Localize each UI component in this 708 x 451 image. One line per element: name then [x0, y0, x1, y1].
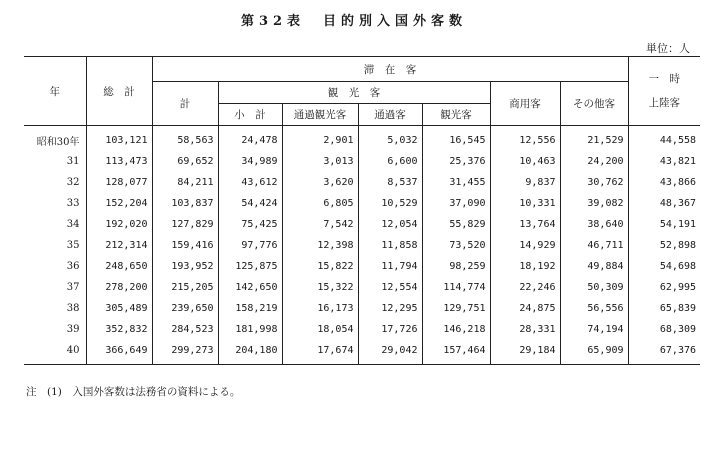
- table-row: [24, 172, 700, 193]
- cell-stay-total: 69,652: [152, 151, 218, 172]
- cell-temp: 65,839: [628, 298, 700, 319]
- cell-tourist: 146,218: [422, 319, 490, 340]
- cell-transit-tourist: 3,013: [282, 151, 358, 172]
- table-row: [24, 151, 700, 172]
- cell-year: 34: [66, 219, 80, 230]
- cell-business: 28,331: [490, 319, 560, 340]
- cell-tourist: 16,545: [422, 126, 490, 152]
- cell-temp: 52,898: [628, 235, 700, 256]
- cell-transit: 11,858: [358, 235, 422, 256]
- table-row: [24, 298, 700, 319]
- cell-subtotal: 204,180: [218, 340, 282, 365]
- cell-stay-total: 127,829: [152, 214, 218, 235]
- cell-transit: 12,054: [358, 214, 422, 235]
- header-other: その他客: [560, 82, 628, 126]
- cell-tourist: 25,376: [422, 151, 490, 172]
- cell-other: 24,200: [560, 151, 628, 172]
- cell-stay-total: 58,563: [152, 126, 218, 152]
- table-row: [24, 235, 700, 256]
- cell-year: 40: [24, 340, 86, 365]
- cell-business: 22,246: [490, 277, 560, 298]
- table-row: [24, 340, 700, 365]
- cell-business: 18,192: [490, 256, 560, 277]
- cell-transit-tourist: 18,054: [282, 319, 358, 340]
- cell-transit: 12,554: [358, 277, 422, 298]
- table-row: [24, 277, 700, 298]
- cell-stay-total: 284,523: [152, 319, 218, 340]
- cell-temp: 62,995: [628, 277, 700, 298]
- cell-stay-total: 239,650: [152, 298, 218, 319]
- cell-transit: 11,794: [358, 256, 422, 277]
- header-tourist-group: 観 光 客: [218, 82, 490, 104]
- cell-year: 昭和30年: [36, 137, 80, 148]
- cell-stay-total: 193,952: [152, 256, 218, 277]
- cell-business: 10,463: [490, 151, 560, 172]
- cell-transit-tourist: 12,398: [282, 235, 358, 256]
- cell-business: 24,875: [490, 298, 560, 319]
- cell-total: 352,832: [86, 319, 152, 340]
- cell-subtotal: 34,989: [218, 151, 282, 172]
- cell-other: 49,884: [560, 256, 628, 277]
- cell-transit-tourist: 15,822: [282, 256, 358, 277]
- cell-transit: 6,600: [358, 151, 422, 172]
- cell-transit-tourist: 6,805: [282, 193, 358, 214]
- cell-tourist: 73,520: [422, 235, 490, 256]
- cell-subtotal: 24,478: [218, 126, 282, 152]
- header-temporary-line1: 一 時: [648, 73, 681, 85]
- cell-transit-tourist: 16,173: [282, 298, 358, 319]
- cell-transit: 10,529: [358, 193, 422, 214]
- cell-other: 56,556: [560, 298, 628, 319]
- cell-subtotal: 158,219: [218, 298, 282, 319]
- cell-tourist: 98,259: [422, 256, 490, 277]
- cell-other: 74,194: [560, 319, 628, 340]
- cell-total: 103,121: [86, 126, 152, 152]
- cell-total: 248,650: [86, 256, 152, 277]
- statistics-table: [24, 56, 700, 365]
- cell-business: 9,837: [490, 172, 560, 193]
- cell-other: 39,082: [560, 193, 628, 214]
- header-transit-tourist: 通過観光客: [282, 104, 358, 126]
- cell-year: 39: [66, 324, 80, 335]
- cell-other: 46,711: [560, 235, 628, 256]
- cell-temp: 54,698: [628, 256, 700, 277]
- cell-stay-total: 215,205: [152, 277, 218, 298]
- cell-subtotal: 43,612: [218, 172, 282, 193]
- cell-transit-tourist: 15,322: [282, 277, 358, 298]
- cell-total: 212,314: [86, 235, 152, 256]
- cell-tourist: 31,455: [422, 172, 490, 193]
- cell-total: 192,020: [86, 214, 152, 235]
- cell-temp: 43,821: [628, 151, 700, 172]
- cell-year: 35: [66, 240, 80, 251]
- cell-temp: 43,866: [628, 172, 700, 193]
- header-stay-total: 計: [152, 82, 218, 126]
- cell-transit-tourist: 7,542: [282, 214, 358, 235]
- cell-year: 36: [66, 261, 80, 272]
- cell-subtotal: 125,875: [218, 256, 282, 277]
- cell-subtotal: 54,424: [218, 193, 282, 214]
- cell-subtotal: 181,998: [218, 319, 282, 340]
- header-stay: 滞 在 客: [152, 57, 628, 82]
- cell-transit: 5,032: [358, 126, 422, 152]
- cell-transit: 8,537: [358, 172, 422, 193]
- cell-total: 278,200: [86, 277, 152, 298]
- cell-business: 10,331: [490, 193, 560, 214]
- table-title: 第32表 目的別入国外客数: [240, 14, 468, 29]
- cell-subtotal: 97,776: [218, 235, 282, 256]
- cell-business: 29,184: [490, 340, 560, 365]
- cell-temp: 44,558: [628, 126, 700, 152]
- cell-business: 13,764: [490, 214, 560, 235]
- header-tourist: 観光客: [422, 104, 490, 126]
- cell-total: 366,649: [86, 340, 152, 365]
- cell-tourist: 55,829: [422, 214, 490, 235]
- footnote: 注 (1) 入国外客数は法務省の資料による。: [26, 386, 241, 398]
- cell-stay-total: 299,273: [152, 340, 218, 365]
- cell-temp: 48,367: [628, 193, 700, 214]
- cell-stay-total: 103,837: [152, 193, 218, 214]
- header-temporary-landing: [628, 57, 700, 126]
- header-subtotal: 小 計: [218, 104, 282, 126]
- cell-transit: 17,726: [358, 319, 422, 340]
- header-temporary-line2: 上陸客: [648, 97, 681, 109]
- cell-other: 50,309: [560, 277, 628, 298]
- cell-business: 12,556: [490, 126, 560, 152]
- cell-transit: 12,295: [358, 298, 422, 319]
- cell-year: 32: [66, 177, 80, 188]
- cell-year: 33: [66, 198, 80, 209]
- table-row: [24, 319, 700, 340]
- cell-total: 128,077: [86, 172, 152, 193]
- header-business: 商用客: [490, 82, 560, 126]
- cell-total: 305,489: [86, 298, 152, 319]
- cell-other: 65,909: [560, 340, 628, 365]
- cell-temp: 67,376: [628, 340, 700, 365]
- cell-transit-tourist: 3,620: [282, 172, 358, 193]
- cell-year: 37: [66, 282, 80, 293]
- table-row: [24, 256, 700, 277]
- cell-other: 30,762: [560, 172, 628, 193]
- header-total: 総 計: [86, 57, 152, 126]
- cell-total: 113,473: [86, 151, 152, 172]
- header-year: 年: [24, 57, 86, 126]
- cell-transit-tourist: 17,674: [282, 340, 358, 365]
- header-transit: 通過客: [358, 104, 422, 126]
- cell-tourist: 157,464: [422, 340, 490, 365]
- cell-tourist: 114,774: [422, 277, 490, 298]
- cell-stay-total: 84,211: [152, 172, 218, 193]
- cell-temp: 68,309: [628, 319, 700, 340]
- table-row: [24, 126, 700, 152]
- cell-other: 21,529: [560, 126, 628, 152]
- cell-tourist: 37,090: [422, 193, 490, 214]
- cell-temp: 54,191: [628, 214, 700, 235]
- cell-subtotal: 142,650: [218, 277, 282, 298]
- cell-business: 14,929: [490, 235, 560, 256]
- cell-total: 152,204: [86, 193, 152, 214]
- unit-label: 単位：人: [646, 42, 690, 55]
- cell-year: 31: [66, 156, 80, 167]
- cell-transit: 29,042: [358, 340, 422, 365]
- table-row: [24, 214, 700, 235]
- cell-transit-tourist: 2,901: [282, 126, 358, 152]
- cell-subtotal: 75,425: [218, 214, 282, 235]
- cell-tourist: 129,751: [422, 298, 490, 319]
- table-row: [24, 193, 700, 214]
- cell-other: 38,640: [560, 214, 628, 235]
- cell-stay-total: 159,416: [152, 235, 218, 256]
- cell-year: 38: [66, 303, 80, 314]
